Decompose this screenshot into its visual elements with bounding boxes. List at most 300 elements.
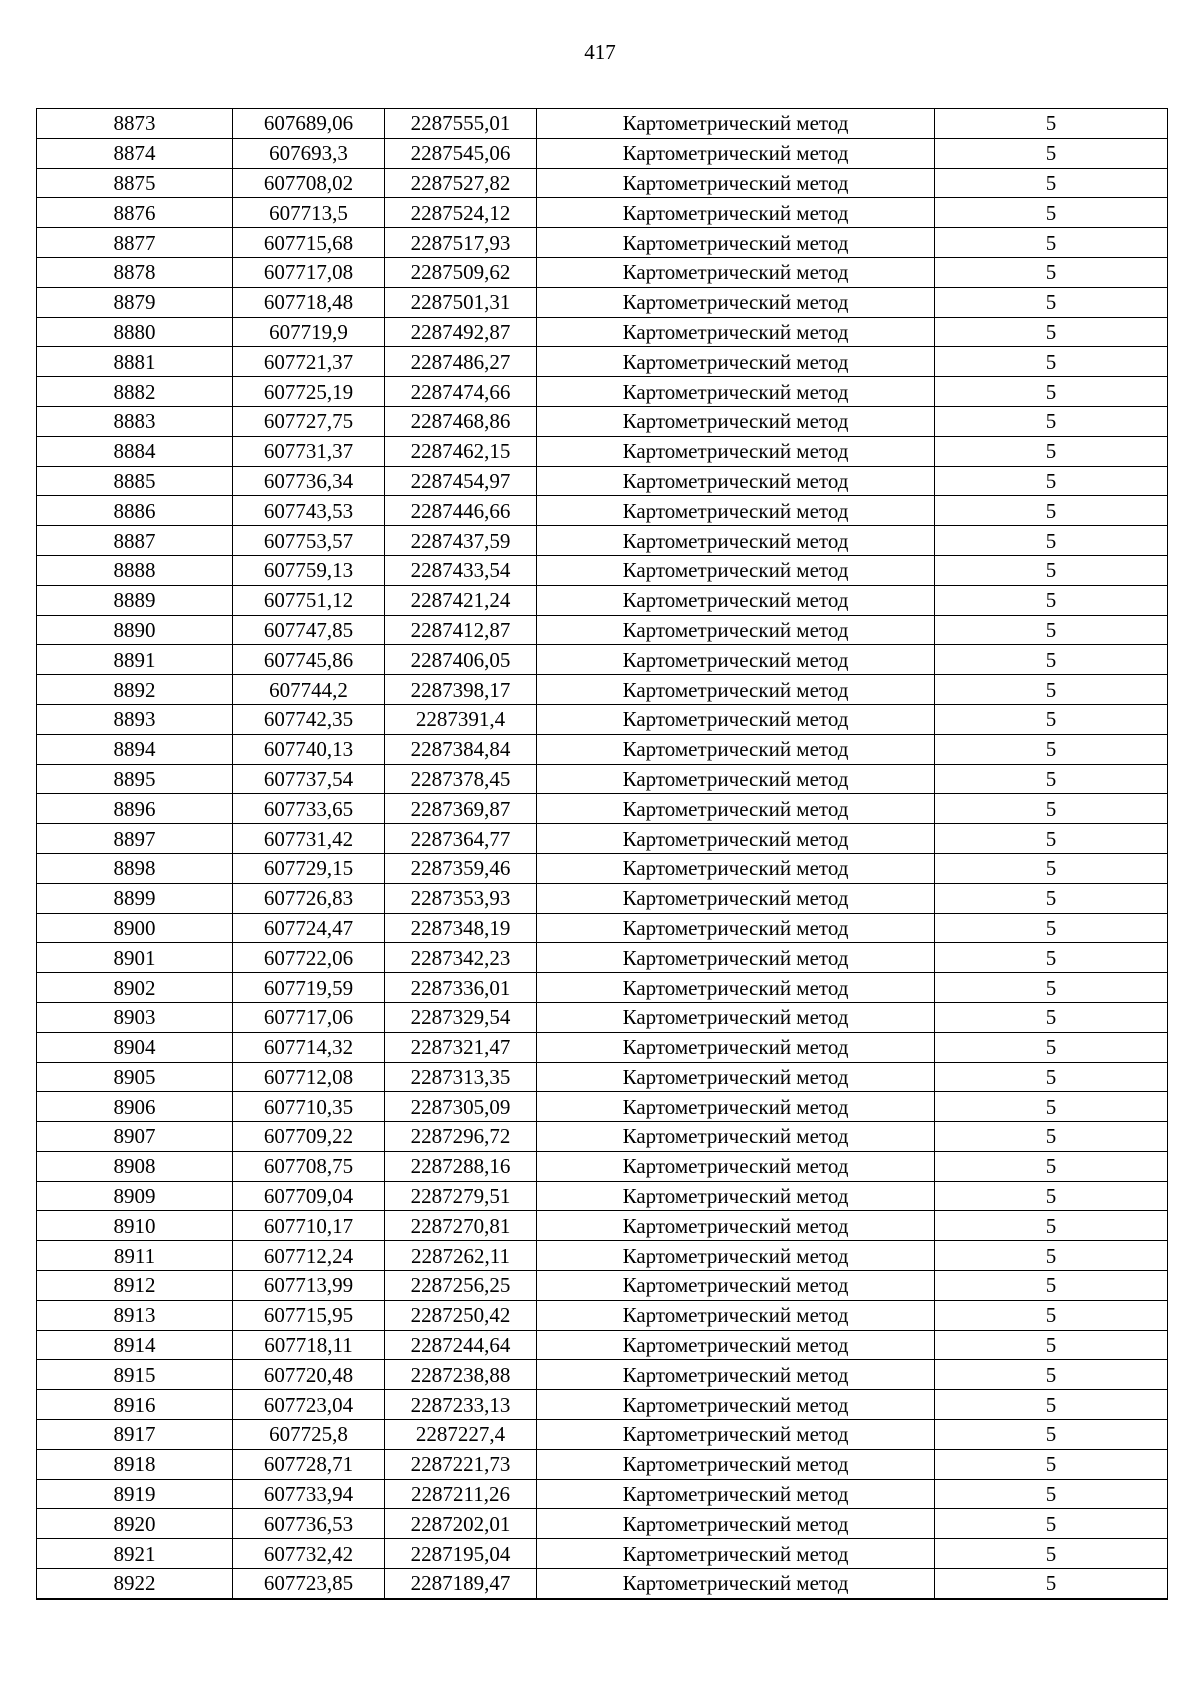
point-number-cell: 8881 bbox=[37, 347, 233, 377]
point-number-cell: 8919 bbox=[37, 1479, 233, 1509]
y-coordinate-cell: 2287270,81 bbox=[385, 1211, 537, 1241]
x-coordinate-cell: 607714,32 bbox=[233, 1032, 385, 1062]
table-row bbox=[37, 555, 1168, 585]
x-coordinate-cell: 607725,8 bbox=[233, 1420, 385, 1450]
point-number-cell: 8880 bbox=[37, 317, 233, 347]
table-row bbox=[37, 1092, 1168, 1122]
accuracy-cell: 5 bbox=[935, 585, 1168, 615]
x-coordinate-cell: 607733,65 bbox=[233, 794, 385, 824]
x-coordinate-cell: 607709,04 bbox=[233, 1181, 385, 1211]
page-number: 417 bbox=[584, 40, 616, 64]
accuracy-cell: 5 bbox=[935, 764, 1168, 794]
method-cell: Картометрический метод bbox=[537, 1509, 935, 1539]
y-coordinate-cell: 2287244,64 bbox=[385, 1330, 537, 1360]
point-number-cell: 8911 bbox=[37, 1241, 233, 1271]
y-coordinate-cell: 2287509,62 bbox=[385, 257, 537, 287]
accuracy-cell: 5 bbox=[935, 943, 1168, 973]
table-row bbox=[37, 1479, 1168, 1509]
table-row bbox=[37, 853, 1168, 883]
x-coordinate-cell: 607715,68 bbox=[233, 228, 385, 258]
point-number-cell: 8883 bbox=[37, 406, 233, 436]
method-cell: Картометрический метод bbox=[537, 615, 935, 645]
table-row bbox=[37, 645, 1168, 675]
x-coordinate-cell: 607751,12 bbox=[233, 585, 385, 615]
accuracy-cell: 5 bbox=[935, 1122, 1168, 1152]
y-coordinate-cell: 2287189,47 bbox=[385, 1569, 537, 1599]
point-number-cell: 8876 bbox=[37, 198, 233, 228]
x-coordinate-cell: 607719,59 bbox=[233, 973, 385, 1003]
table-row bbox=[37, 794, 1168, 824]
point-number-cell: 8885 bbox=[37, 466, 233, 496]
method-cell: Картометрический метод bbox=[537, 377, 935, 407]
point-number-cell: 8918 bbox=[37, 1449, 233, 1479]
y-coordinate-cell: 2287527,82 bbox=[385, 168, 537, 198]
accuracy-cell: 5 bbox=[935, 317, 1168, 347]
accuracy-cell: 5 bbox=[935, 794, 1168, 824]
y-coordinate-cell: 2287342,23 bbox=[385, 943, 537, 973]
method-cell: Картометрический метод bbox=[537, 585, 935, 615]
method-cell: Картометрический метод bbox=[537, 734, 935, 764]
x-coordinate-cell: 607722,06 bbox=[233, 943, 385, 973]
table-row bbox=[37, 168, 1168, 198]
y-coordinate-cell: 2287474,66 bbox=[385, 377, 537, 407]
table-row bbox=[37, 1330, 1168, 1360]
table-row bbox=[37, 1032, 1168, 1062]
table-row bbox=[37, 1181, 1168, 1211]
table-row bbox=[37, 466, 1168, 496]
x-coordinate-cell: 607742,35 bbox=[233, 704, 385, 734]
y-coordinate-cell: 2287378,45 bbox=[385, 764, 537, 794]
point-number-cell: 8873 bbox=[37, 109, 233, 139]
x-coordinate-cell: 607713,5 bbox=[233, 198, 385, 228]
accuracy-cell: 5 bbox=[935, 675, 1168, 705]
method-cell: Картометрический метод bbox=[537, 287, 935, 317]
table-row bbox=[37, 1151, 1168, 1181]
accuracy-cell: 5 bbox=[935, 1360, 1168, 1390]
x-coordinate-cell: 607721,37 bbox=[233, 347, 385, 377]
y-coordinate-cell: 2287288,16 bbox=[385, 1151, 537, 1181]
point-number-cell: 8890 bbox=[37, 615, 233, 645]
method-cell: Картометрический метод bbox=[537, 794, 935, 824]
point-number-cell: 8900 bbox=[37, 913, 233, 943]
table-row bbox=[37, 1449, 1168, 1479]
table-row bbox=[37, 1062, 1168, 1092]
y-coordinate-cell: 2287433,54 bbox=[385, 555, 537, 585]
accuracy-cell: 5 bbox=[935, 913, 1168, 943]
y-coordinate-cell: 2287256,25 bbox=[385, 1271, 537, 1301]
accuracy-cell: 5 bbox=[935, 615, 1168, 645]
method-cell: Картометрический метод bbox=[537, 883, 935, 913]
y-coordinate-cell: 2287421,24 bbox=[385, 585, 537, 615]
method-cell: Картометрический метод bbox=[537, 109, 935, 139]
y-coordinate-cell: 2287462,15 bbox=[385, 436, 537, 466]
method-cell: Картометрический метод bbox=[537, 1390, 935, 1420]
accuracy-cell: 5 bbox=[935, 466, 1168, 496]
method-cell: Картометрический метод bbox=[537, 168, 935, 198]
method-cell: Картометрический метод bbox=[537, 973, 935, 1003]
accuracy-cell: 5 bbox=[935, 1271, 1168, 1301]
y-coordinate-cell: 2287412,87 bbox=[385, 615, 537, 645]
point-number-cell: 8893 bbox=[37, 704, 233, 734]
x-coordinate-cell: 607710,35 bbox=[233, 1092, 385, 1122]
method-cell: Картометрический метод bbox=[537, 1032, 935, 1062]
x-coordinate-cell: 607747,85 bbox=[233, 615, 385, 645]
x-coordinate-cell: 607726,83 bbox=[233, 883, 385, 913]
method-cell: Картометрический метод bbox=[537, 645, 935, 675]
table-row bbox=[37, 347, 1168, 377]
point-number-cell: 8921 bbox=[37, 1539, 233, 1569]
accuracy-cell: 5 bbox=[935, 734, 1168, 764]
accuracy-cell: 5 bbox=[935, 1032, 1168, 1062]
method-cell: Картометрический метод bbox=[537, 1092, 935, 1122]
accuracy-cell: 5 bbox=[935, 1002, 1168, 1032]
point-number-cell: 8897 bbox=[37, 824, 233, 854]
y-coordinate-cell: 2287353,93 bbox=[385, 883, 537, 913]
x-coordinate-cell: 607720,48 bbox=[233, 1360, 385, 1390]
accuracy-cell: 5 bbox=[935, 1330, 1168, 1360]
point-number-cell: 8906 bbox=[37, 1092, 233, 1122]
point-number-cell: 8878 bbox=[37, 257, 233, 287]
x-coordinate-cell: 607708,75 bbox=[233, 1151, 385, 1181]
point-number-cell: 8884 bbox=[37, 436, 233, 466]
table-row bbox=[37, 973, 1168, 1003]
x-coordinate-cell: 607745,86 bbox=[233, 645, 385, 675]
method-cell: Картометрический метод bbox=[537, 347, 935, 377]
x-coordinate-cell: 607717,08 bbox=[233, 257, 385, 287]
method-cell: Картометрический метод bbox=[537, 138, 935, 168]
table-row bbox=[37, 675, 1168, 705]
y-coordinate-cell: 2287279,51 bbox=[385, 1181, 537, 1211]
point-number-cell: 8903 bbox=[37, 1002, 233, 1032]
point-number-cell: 8892 bbox=[37, 675, 233, 705]
y-coordinate-cell: 2287329,54 bbox=[385, 1002, 537, 1032]
method-cell: Картометрический метод bbox=[537, 555, 935, 585]
x-coordinate-cell: 607708,02 bbox=[233, 168, 385, 198]
table-row bbox=[37, 943, 1168, 973]
accuracy-cell: 5 bbox=[935, 1479, 1168, 1509]
accuracy-cell: 5 bbox=[935, 1092, 1168, 1122]
table-row bbox=[37, 436, 1168, 466]
method-cell: Картометрический метод bbox=[537, 764, 935, 794]
table-row bbox=[37, 228, 1168, 258]
accuracy-cell: 5 bbox=[935, 1211, 1168, 1241]
x-coordinate-cell: 607732,42 bbox=[233, 1539, 385, 1569]
method-cell: Картометрический метод bbox=[537, 1330, 935, 1360]
method-cell: Картометрический метод bbox=[537, 1002, 935, 1032]
table-row bbox=[37, 1300, 1168, 1330]
method-cell: Картометрический метод bbox=[537, 1479, 935, 1509]
table-row bbox=[37, 1569, 1168, 1599]
accuracy-cell: 5 bbox=[935, 377, 1168, 407]
x-coordinate-cell: 607715,95 bbox=[233, 1300, 385, 1330]
point-number-cell: 8908 bbox=[37, 1151, 233, 1181]
table-row bbox=[37, 824, 1168, 854]
table-row bbox=[37, 734, 1168, 764]
accuracy-cell: 5 bbox=[935, 1151, 1168, 1181]
point-number-cell: 8882 bbox=[37, 377, 233, 407]
y-coordinate-cell: 2287446,66 bbox=[385, 496, 537, 526]
accuracy-cell: 5 bbox=[935, 1509, 1168, 1539]
method-cell: Картометрический метод bbox=[537, 526, 935, 556]
accuracy-cell: 5 bbox=[935, 853, 1168, 883]
point-number-cell: 8904 bbox=[37, 1032, 233, 1062]
accuracy-cell: 5 bbox=[935, 1539, 1168, 1569]
point-number-cell: 8896 bbox=[37, 794, 233, 824]
x-coordinate-cell: 607733,94 bbox=[233, 1479, 385, 1509]
accuracy-cell: 5 bbox=[935, 1420, 1168, 1450]
accuracy-cell: 5 bbox=[935, 168, 1168, 198]
y-coordinate-cell: 2287406,05 bbox=[385, 645, 537, 675]
coordinates-table bbox=[36, 108, 1168, 1600]
x-coordinate-cell: 607718,11 bbox=[233, 1330, 385, 1360]
table-row bbox=[37, 615, 1168, 645]
x-coordinate-cell: 607729,15 bbox=[233, 853, 385, 883]
x-coordinate-cell: 607718,48 bbox=[233, 287, 385, 317]
table-row bbox=[37, 377, 1168, 407]
point-number-cell: 8902 bbox=[37, 973, 233, 1003]
x-coordinate-cell: 607724,47 bbox=[233, 913, 385, 943]
x-coordinate-cell: 607710,17 bbox=[233, 1211, 385, 1241]
x-coordinate-cell: 607740,13 bbox=[233, 734, 385, 764]
point-number-cell: 8888 bbox=[37, 555, 233, 585]
table-row bbox=[37, 198, 1168, 228]
x-coordinate-cell: 607723,04 bbox=[233, 1390, 385, 1420]
table-row bbox=[37, 1390, 1168, 1420]
table-row bbox=[37, 1002, 1168, 1032]
accuracy-cell: 5 bbox=[935, 436, 1168, 466]
x-coordinate-cell: 607743,53 bbox=[233, 496, 385, 526]
accuracy-cell: 5 bbox=[935, 883, 1168, 913]
table-row bbox=[37, 287, 1168, 317]
x-coordinate-cell: 607725,19 bbox=[233, 377, 385, 407]
point-number-cell: 8899 bbox=[37, 883, 233, 913]
y-coordinate-cell: 2287364,77 bbox=[385, 824, 537, 854]
x-coordinate-cell: 607712,24 bbox=[233, 1241, 385, 1271]
y-coordinate-cell: 2287238,88 bbox=[385, 1360, 537, 1390]
method-cell: Картометрический метод bbox=[537, 1062, 935, 1092]
y-coordinate-cell: 2287398,17 bbox=[385, 675, 537, 705]
table-row bbox=[37, 913, 1168, 943]
table-row bbox=[37, 526, 1168, 556]
method-cell: Картометрический метод bbox=[537, 1211, 935, 1241]
x-coordinate-cell: 607713,99 bbox=[233, 1271, 385, 1301]
table-row bbox=[37, 1420, 1168, 1450]
table-row bbox=[37, 257, 1168, 287]
point-number-cell: 8894 bbox=[37, 734, 233, 764]
accuracy-cell: 5 bbox=[935, 257, 1168, 287]
table-row bbox=[37, 1122, 1168, 1152]
point-number-cell: 8898 bbox=[37, 853, 233, 883]
method-cell: Картометрический метод bbox=[537, 1449, 935, 1479]
method-cell: Картометрический метод bbox=[537, 1151, 935, 1181]
y-coordinate-cell: 2287384,84 bbox=[385, 734, 537, 764]
y-coordinate-cell: 2287321,47 bbox=[385, 1032, 537, 1062]
y-coordinate-cell: 2287454,97 bbox=[385, 466, 537, 496]
method-cell: Картометрический метод bbox=[537, 1271, 935, 1301]
method-cell: Картометрический метод bbox=[537, 943, 935, 973]
y-coordinate-cell: 2287305,09 bbox=[385, 1092, 537, 1122]
table-row bbox=[37, 764, 1168, 794]
point-number-cell: 8912 bbox=[37, 1271, 233, 1301]
y-coordinate-cell: 2287555,01 bbox=[385, 109, 537, 139]
point-number-cell: 8910 bbox=[37, 1211, 233, 1241]
x-coordinate-cell: 607753,57 bbox=[233, 526, 385, 556]
accuracy-cell: 5 bbox=[935, 645, 1168, 675]
x-coordinate-cell: 607693,3 bbox=[233, 138, 385, 168]
x-coordinate-cell: 607709,22 bbox=[233, 1122, 385, 1152]
accuracy-cell: 5 bbox=[935, 287, 1168, 317]
x-coordinate-cell: 607727,75 bbox=[233, 406, 385, 436]
accuracy-cell: 5 bbox=[935, 555, 1168, 585]
y-coordinate-cell: 2287437,59 bbox=[385, 526, 537, 556]
accuracy-cell: 5 bbox=[935, 406, 1168, 436]
x-coordinate-cell: 607728,71 bbox=[233, 1449, 385, 1479]
table-row bbox=[37, 1241, 1168, 1271]
accuracy-cell: 5 bbox=[935, 138, 1168, 168]
point-number-cell: 8901 bbox=[37, 943, 233, 973]
y-coordinate-cell: 2287492,87 bbox=[385, 317, 537, 347]
table-row bbox=[37, 109, 1168, 139]
method-cell: Картометрический метод bbox=[537, 198, 935, 228]
method-cell: Картометрический метод bbox=[537, 406, 935, 436]
y-coordinate-cell: 2287195,04 bbox=[385, 1539, 537, 1569]
accuracy-cell: 5 bbox=[935, 109, 1168, 139]
y-coordinate-cell: 2287221,73 bbox=[385, 1449, 537, 1479]
point-number-cell: 8895 bbox=[37, 764, 233, 794]
x-coordinate-cell: 607737,54 bbox=[233, 764, 385, 794]
table-row bbox=[37, 585, 1168, 615]
point-number-cell: 8891 bbox=[37, 645, 233, 675]
y-coordinate-cell: 2287262,11 bbox=[385, 1241, 537, 1271]
accuracy-cell: 5 bbox=[935, 1300, 1168, 1330]
y-coordinate-cell: 2287250,42 bbox=[385, 1300, 537, 1330]
method-cell: Картометрический метод bbox=[537, 1420, 935, 1450]
method-cell: Картометрический метод bbox=[537, 853, 935, 883]
method-cell: Картометрический метод bbox=[537, 675, 935, 705]
method-cell: Картометрический метод bbox=[537, 257, 935, 287]
method-cell: Картометрический метод bbox=[537, 704, 935, 734]
y-coordinate-cell: 2287233,13 bbox=[385, 1390, 537, 1420]
method-cell: Картометрический метод bbox=[537, 824, 935, 854]
point-number-cell: 8915 bbox=[37, 1360, 233, 1390]
x-coordinate-cell: 607731,37 bbox=[233, 436, 385, 466]
x-coordinate-cell: 607723,85 bbox=[233, 1569, 385, 1599]
table-row bbox=[37, 1211, 1168, 1241]
method-cell: Картометрический метод bbox=[537, 496, 935, 526]
table-row bbox=[37, 406, 1168, 436]
method-cell: Картометрический метод bbox=[537, 1300, 935, 1330]
x-coordinate-cell: 607731,42 bbox=[233, 824, 385, 854]
accuracy-cell: 5 bbox=[935, 1062, 1168, 1092]
x-coordinate-cell: 607719,9 bbox=[233, 317, 385, 347]
y-coordinate-cell: 2287501,31 bbox=[385, 287, 537, 317]
point-number-cell: 8922 bbox=[37, 1569, 233, 1599]
coordinates-table-body bbox=[37, 109, 1168, 1599]
y-coordinate-cell: 2287524,12 bbox=[385, 198, 537, 228]
accuracy-cell: 5 bbox=[935, 1449, 1168, 1479]
method-cell: Картометрический метод bbox=[537, 1241, 935, 1271]
y-coordinate-cell: 2287211,26 bbox=[385, 1479, 537, 1509]
y-coordinate-cell: 2287313,35 bbox=[385, 1062, 537, 1092]
point-number-cell: 8909 bbox=[37, 1181, 233, 1211]
y-coordinate-cell: 2287336,01 bbox=[385, 973, 537, 1003]
point-number-cell: 8907 bbox=[37, 1122, 233, 1152]
accuracy-cell: 5 bbox=[935, 347, 1168, 377]
method-cell: Картометрический метод bbox=[537, 1539, 935, 1569]
table-row bbox=[37, 883, 1168, 913]
y-coordinate-cell: 2287227,4 bbox=[385, 1420, 537, 1450]
y-coordinate-cell: 2287545,06 bbox=[385, 138, 537, 168]
point-number-cell: 8877 bbox=[37, 228, 233, 258]
table-row bbox=[37, 1360, 1168, 1390]
x-coordinate-cell: 607744,2 bbox=[233, 675, 385, 705]
accuracy-cell: 5 bbox=[935, 824, 1168, 854]
x-coordinate-cell: 607759,13 bbox=[233, 555, 385, 585]
accuracy-cell: 5 bbox=[935, 1241, 1168, 1271]
point-number-cell: 8874 bbox=[37, 138, 233, 168]
accuracy-cell: 5 bbox=[935, 526, 1168, 556]
y-coordinate-cell: 2287391,4 bbox=[385, 704, 537, 734]
y-coordinate-cell: 2287468,86 bbox=[385, 406, 537, 436]
table-row bbox=[37, 496, 1168, 526]
accuracy-cell: 5 bbox=[935, 496, 1168, 526]
method-cell: Картометрический метод bbox=[537, 436, 935, 466]
point-number-cell: 8887 bbox=[37, 526, 233, 556]
point-number-cell: 8879 bbox=[37, 287, 233, 317]
table-row bbox=[37, 138, 1168, 168]
method-cell: Картометрический метод bbox=[537, 1569, 935, 1599]
x-coordinate-cell: 607736,34 bbox=[233, 466, 385, 496]
y-coordinate-cell: 2287517,93 bbox=[385, 228, 537, 258]
point-number-cell: 8914 bbox=[37, 1330, 233, 1360]
x-coordinate-cell: 607689,06 bbox=[233, 109, 385, 139]
accuracy-cell: 5 bbox=[935, 704, 1168, 734]
method-cell: Картометрический метод bbox=[537, 913, 935, 943]
method-cell: Картометрический метод bbox=[537, 466, 935, 496]
y-coordinate-cell: 2287296,72 bbox=[385, 1122, 537, 1152]
method-cell: Картометрический метод bbox=[537, 1360, 935, 1390]
accuracy-cell: 5 bbox=[935, 973, 1168, 1003]
point-number-cell: 8886 bbox=[37, 496, 233, 526]
table-row bbox=[37, 1539, 1168, 1569]
y-coordinate-cell: 2287359,46 bbox=[385, 853, 537, 883]
table-row bbox=[37, 1509, 1168, 1539]
method-cell: Картометрический метод bbox=[537, 317, 935, 347]
x-coordinate-cell: 607712,08 bbox=[233, 1062, 385, 1092]
y-coordinate-cell: 2287486,27 bbox=[385, 347, 537, 377]
accuracy-cell: 5 bbox=[935, 1569, 1168, 1599]
accuracy-cell: 5 bbox=[935, 198, 1168, 228]
x-coordinate-cell: 607717,06 bbox=[233, 1002, 385, 1032]
accuracy-cell: 5 bbox=[935, 1181, 1168, 1211]
y-coordinate-cell: 2287202,01 bbox=[385, 1509, 537, 1539]
point-number-cell: 8905 bbox=[37, 1062, 233, 1092]
point-number-cell: 8913 bbox=[37, 1300, 233, 1330]
point-number-cell: 8917 bbox=[37, 1420, 233, 1450]
method-cell: Картометрический метод bbox=[537, 228, 935, 258]
method-cell: Картометрический метод bbox=[537, 1122, 935, 1152]
accuracy-cell: 5 bbox=[935, 1390, 1168, 1420]
table-row bbox=[37, 317, 1168, 347]
point-number-cell: 8916 bbox=[37, 1390, 233, 1420]
point-number-cell: 8920 bbox=[37, 1509, 233, 1539]
point-number-cell: 8889 bbox=[37, 585, 233, 615]
accuracy-cell: 5 bbox=[935, 228, 1168, 258]
table-row bbox=[37, 1271, 1168, 1301]
y-coordinate-cell: 2287348,19 bbox=[385, 913, 537, 943]
y-coordinate-cell: 2287369,87 bbox=[385, 794, 537, 824]
point-number-cell: 8875 bbox=[37, 168, 233, 198]
